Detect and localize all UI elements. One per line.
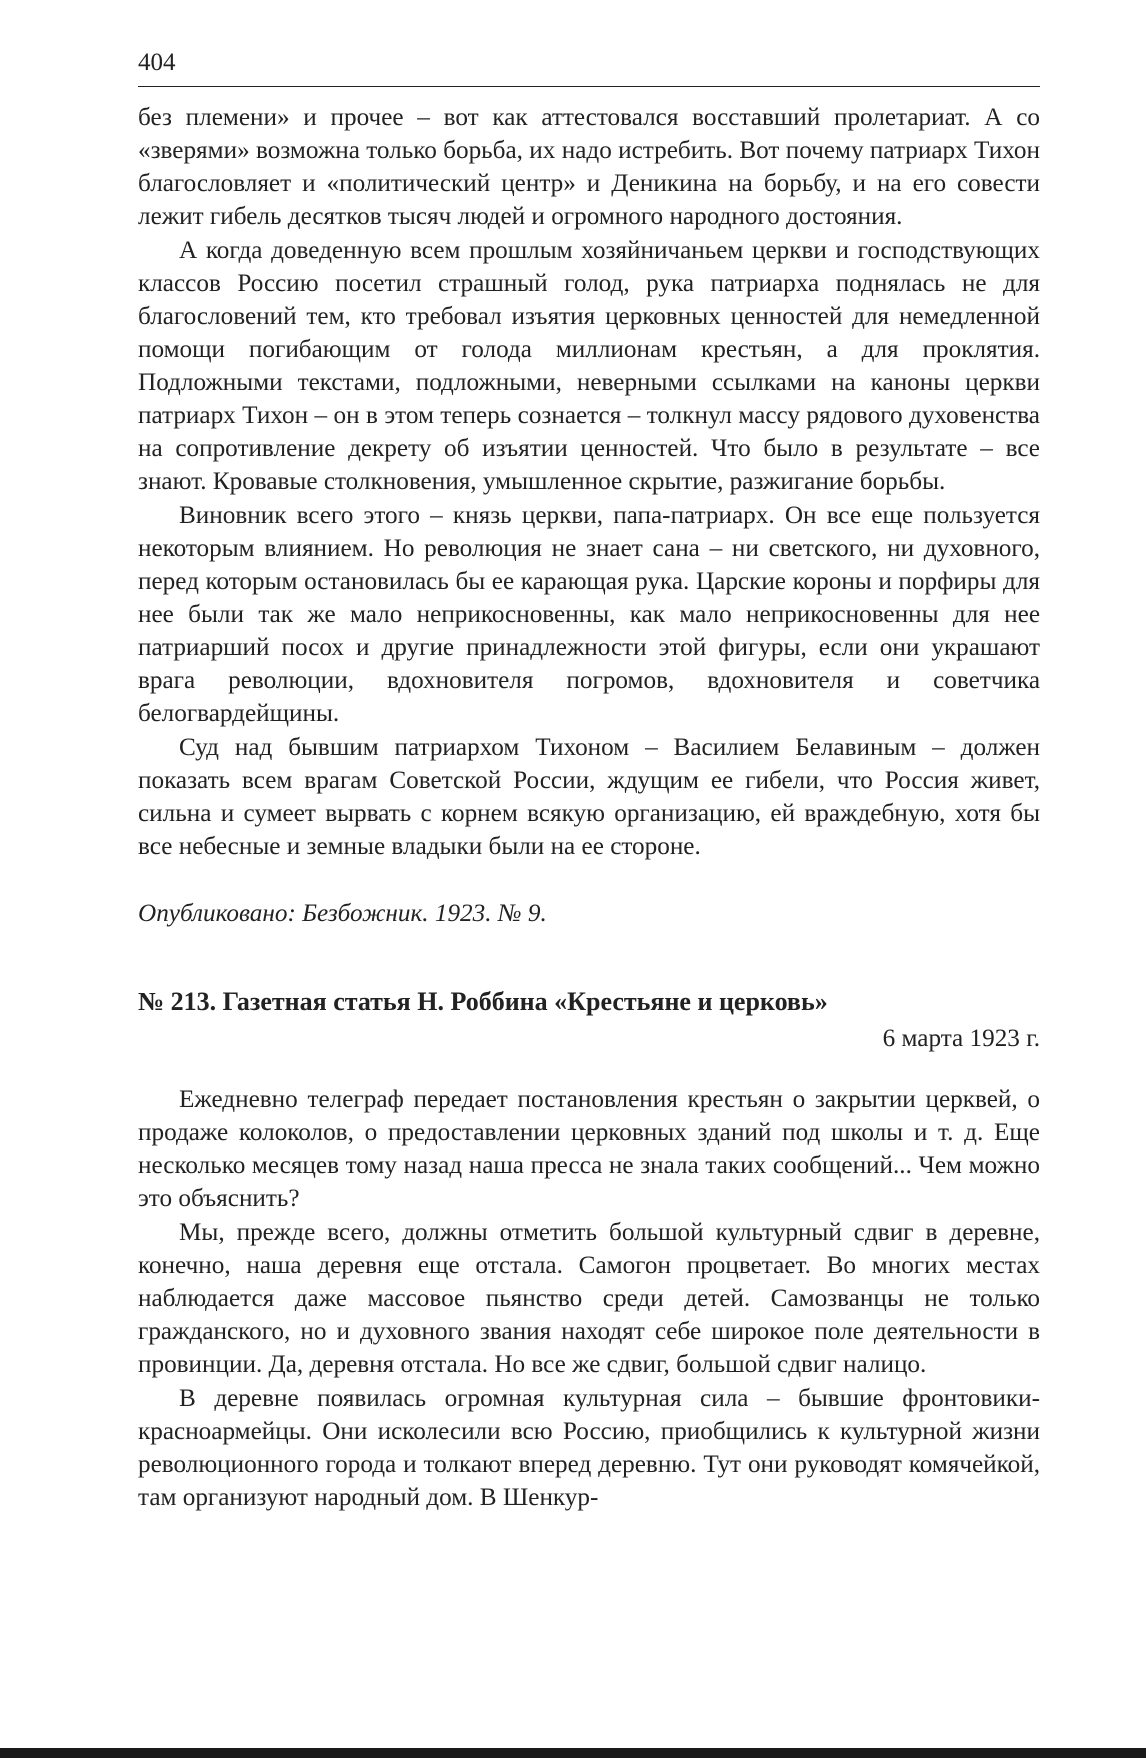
document-title: № 213. Газетная статья Н. Роббина «Крестьяне и церковь» xyxy=(138,987,828,1016)
book-page xyxy=(138,48,1040,1515)
paragraph: Виновник всего этого – князь церкви, папа-патриарх. Он все еще пользуется некоторым влиянием. Но революция не знает сана – ни светского, ни духовного, перед которым остановилась бы ее карающая рука. Царские короны и порфиры для нее были так же мало неприкосновенны, как мало неприкосновенны для нее патриарший посох и другие принадлежности этой фигуры, если они украшают врага революции, вдохновителя погромов, вдохновителя и советчика белогвардейщины. xyxy=(138,502,1040,727)
paragraph: А когда доведенную всем прошлым хозяйничаньем церкви и господствующих классов Россию посетил страшный голод, рука патриарха поднялась не для благословений тем, кто требовал изъятия церковных ценностей для немедленной помощи погибающим от голода миллионам крестьян, а для проклятия. Подложными текстами, подложными, неверными ссылками на каноны церкви патриарх Тихон – он в этом теперь сознается – толкнул массу рядового духовенства на сопротивление декрету об изъятии ценностей. Что было в результате – все знают. Кровавые столкновения, умышленное скрытие, разжигание борьбы. xyxy=(138,237,1040,495)
header-rule xyxy=(138,86,1040,87)
paragraph-continued: без племени» и прочее – вот как аттестовался восставший пролетариат. А со «зверями» возможна только борьба, их надо истребить. Вот почему патриарх Тихон благословляет и «политический центр» и Деникина на борьбу, и на его совести лежит гибель десятков тысяч людей и огромного народного достояния. xyxy=(138,104,1040,230)
paragraph: Мы, прежде всего, должны отметить большой культурный сдвиг в деревне, конечно, наша деревня еще отстала. Самогон процветает. Во многих местах наблюдается даже массовое пьянство среди детей. Самозванцы не только гражданского, но и духовного звания находят себе широкое поле деятельности в провинции. Да, деревня отстала. Но все же сдвиг, большой сдвиг налицо. xyxy=(138,1219,1040,1378)
publication-source-note: Опубликовано: Безбожник. 1923. № 9. xyxy=(138,900,547,927)
document-date: 6 марта 1923 г. xyxy=(882,1025,1040,1052)
paragraph: В деревне появилась огромная культурная сила – бывшие фронтовики-красноармейцы. Они исколесили всю Россию, приобщились к культурной жизни революционного города и толкают вперед деревню. Тут они руководят комячейкой, там организуют народный дом. В Шенкур- xyxy=(138,1385,1040,1511)
spacer xyxy=(138,1055,1040,1083)
paragraph: Суд над бывшим патриархом Тихоном – Василием Белавиным – должен показать всем врагам Советской России, ждущим ее гибели, что Россия живет, сильна и сумеет вырвать с корнем всякую организацию, ей враждебную, хотя бы все небесные и земные владыки были на ее стороне. xyxy=(138,734,1040,860)
page-number: 404 xyxy=(138,49,176,76)
scan-bottom-edge xyxy=(0,1748,1146,1758)
paragraph: Ежедневно телеграф передает постановления крестьян о закрытии церквей, о продаже колоколов, о предоставлении церковных зданий под школы и т. д. Еще несколько месяцев тому назад наша пресса не знала таких сообщений... Чем можно это объяснить? xyxy=(138,1086,1040,1212)
